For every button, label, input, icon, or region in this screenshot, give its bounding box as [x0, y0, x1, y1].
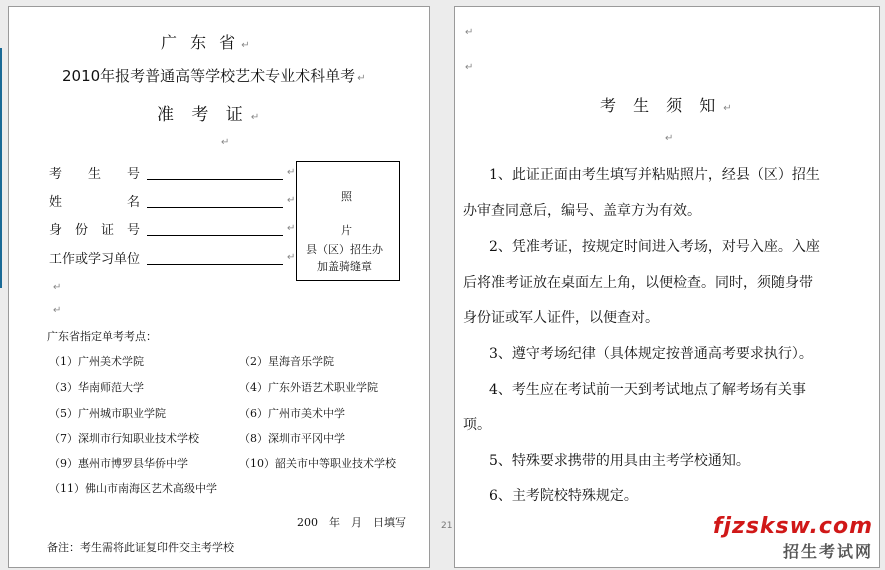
- school-item: （7）深圳市行知职业技术学校: [49, 432, 199, 445]
- paragraph-mark: ↵: [287, 223, 296, 234]
- paragraph-mark: ↵: [465, 27, 474, 38]
- paragraph-mark: ↵: [665, 133, 674, 144]
- school-item: （5）广州城市职业学院: [49, 407, 166, 420]
- school-item: （6）广州市美术中学: [239, 407, 345, 420]
- paragraph-mark: ↵: [465, 62, 474, 73]
- footnote: 备注：考生需将此证复印件交主考学校: [47, 541, 234, 554]
- school-item: （1）广州美术学院: [49, 355, 144, 368]
- field-label-employer: 工作或学习单位: [49, 252, 141, 267]
- paragraph-mark: ↵: [287, 195, 296, 206]
- school-item: （10）韶关市中等职业技术学校: [239, 457, 396, 470]
- left-edge-accent: [0, 48, 2, 288]
- exam-subtitle: 2010年报考普通高等学校艺术专业术科单考 ↵: [62, 67, 366, 85]
- school-item: （4）广东外语艺术职业学院: [239, 381, 378, 394]
- notice-line: 后将准考证放在桌面左上角，以便检查。同时，须随身带: [463, 275, 813, 291]
- notice-line: 5、特殊要求携带的用具由主考学校通知。: [489, 453, 750, 469]
- photo-box: [296, 161, 400, 281]
- notice-line: 3、遵守考场纪律（具体规定按普通高考要求执行）。: [489, 346, 813, 362]
- province-heading: 广 东 省 ↵: [161, 33, 254, 52]
- school-item: （11）佛山市南海区艺术高级中学: [49, 482, 217, 495]
- school-item: （2）星海音乐学院: [239, 355, 334, 368]
- notice-line: 2、凭准考证，按规定时间进入考场，对号入座。入座: [489, 239, 820, 255]
- field-label-name: 姓 名: [49, 195, 141, 210]
- paragraph-mark: ↵: [221, 137, 230, 148]
- field-label-id-number: 身 份 证 号: [49, 223, 141, 238]
- notice-title: 考 生 须 知 ↵: [600, 96, 738, 115]
- field-line-id-number[interactable]: [147, 235, 283, 236]
- photo-stamp-note: 县（区）招生办: [306, 243, 383, 256]
- schools-heading: 广东省指定单考考点：: [47, 330, 157, 343]
- field-label-candidate-number: 考 生 号: [49, 167, 141, 182]
- admission-card-page: [8, 6, 430, 568]
- notice-line: 1、此证正面由考生填写并粘贴照片，经县（区）招生: [489, 167, 820, 183]
- photo-stamp-note: 加盖骑缝章: [317, 260, 372, 273]
- field-line-name[interactable]: [147, 207, 283, 208]
- notice-line: 4、考生应在考试前一天到考试地点了解考场有关事: [489, 382, 806, 398]
- notice-line: 身份证或军人证件，以便查对。: [463, 310, 659, 326]
- page-number: 21: [441, 521, 453, 531]
- school-item: （8）深圳市平冈中学: [239, 432, 345, 445]
- watermark-subtitle: 招生考试网: [782, 542, 873, 561]
- field-line-employer[interactable]: [147, 264, 283, 265]
- paragraph-mark: ↵: [287, 167, 296, 178]
- paragraph-mark: ↵: [53, 282, 62, 293]
- fill-date-line: 200 年 月 日填写: [297, 516, 406, 529]
- notice-line: 办审查同意后，编号、盖章方为有效。: [463, 203, 701, 219]
- school-item: （9）惠州市博罗县华侨中学: [49, 457, 188, 470]
- school-item: （3）华南师范大学: [49, 381, 144, 394]
- paragraph-mark: ↵: [53, 305, 62, 316]
- notice-line: 项。: [463, 417, 491, 433]
- photo-label: 片: [341, 224, 352, 237]
- site-watermark: [713, 514, 873, 562]
- watermark-logo: fjzsksw.com: [712, 514, 873, 539]
- photo-label: 照: [341, 190, 352, 203]
- card-title: 准 考 证 ↵: [157, 105, 266, 125]
- candidate-notice-page: [454, 6, 880, 568]
- paragraph-mark: ↵: [287, 252, 296, 263]
- field-line-candidate-number[interactable]: [147, 179, 283, 180]
- notice-line: 6、主考院校特殊规定。: [489, 488, 638, 504]
